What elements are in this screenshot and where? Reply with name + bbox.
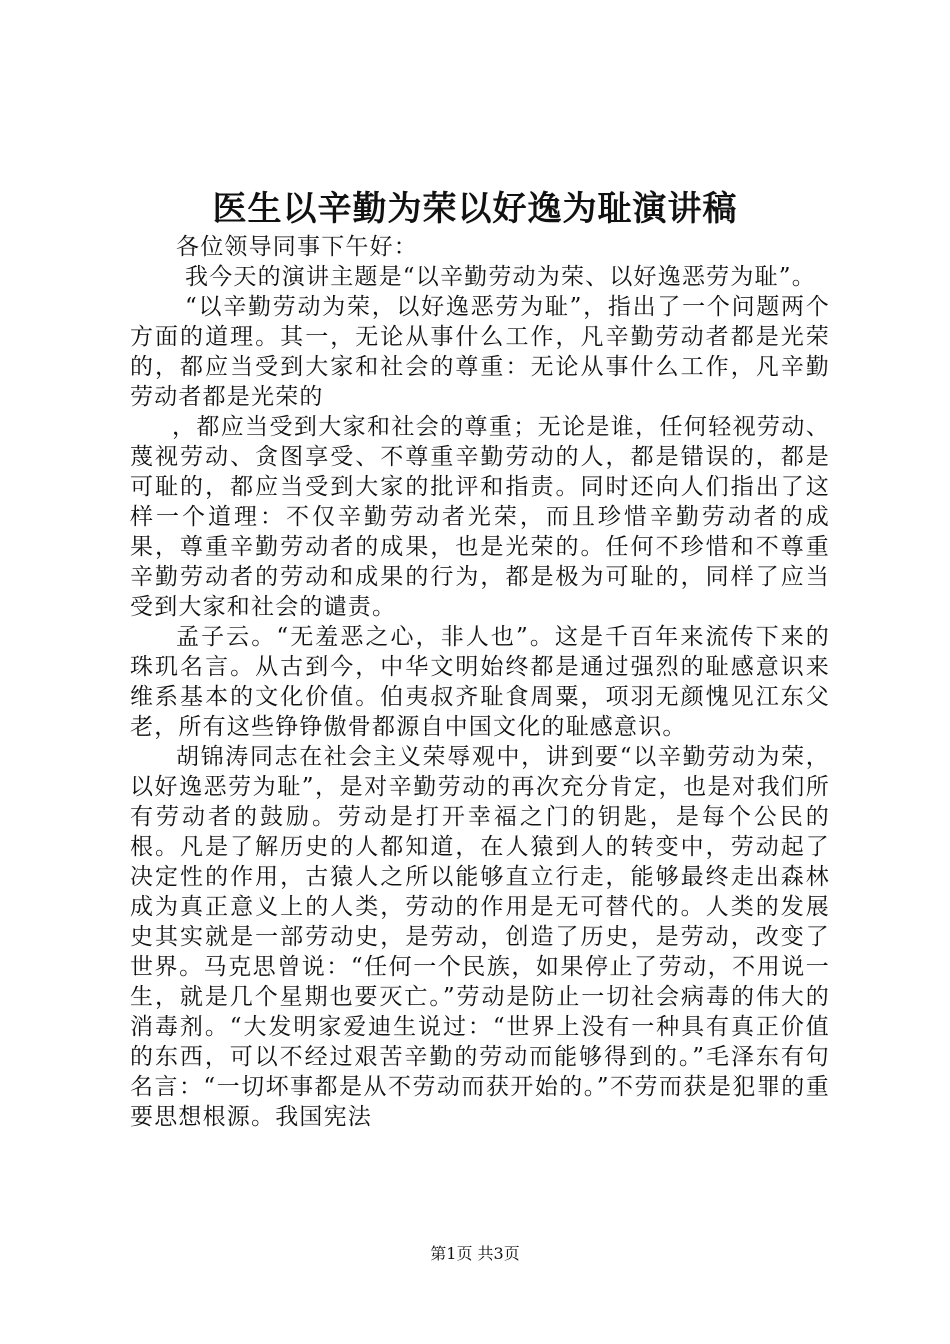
paragraph-mencius: 孟子云。“无羞恶之心，非人也”。这是千百年来流传下来的珠玑名言。从古到今，中华文明始终都是通过强烈的耻感意识来维系基本的文化价值。伯夷叔齐耻食周粟，项羽无颜愧见江东父老，所有这些铮铮傲骨都源自中国文化的耻感意识。 <box>130 624 830 740</box>
paragraph-respect: ，都应当受到大家和社会的尊重；无论是谁，任何轻视劳动、蔑视劳动、贪图享受、不尊重辛勤劳动的人，都是错误的，都是可耻的，都应当受到大家的批评和指责。同时还向人们指出了这样一个道理：不仅辛勤劳动者光荣，而且珍惜辛勤劳动者的成果，尊重辛勤劳动者的成果，也是光荣的。任何不珍惜和不尊重辛勤劳动者的劳动和成果的行为，都是极为可耻的，同样了应当受到大家和社会的谴责。 <box>130 414 830 620</box>
paragraph-labor-history: 胡锦涛同志在社会主义荣辱观中，讲到要“以辛勤劳动为荣，以好逸恶劳为耻”，是对辛勤劳动的再次充分肯定，也是对我们所有劳动者的鼓励。劳动是打开幸福之门的钥匙，是每个公民的根。凡是了解历史的人都知道，在人猿到人的转变中，劳动起了决定性的作用，古猿人之所以能够直立行走，能够最终走出森林成为真正意义上的人类，劳动的作用是无可替代的。人类的发展史其实就是一部劳动史，是劳动，创造了历史，是劳动，改变了世界。马克思曾说：“任何一个民族，如果停止了劳动，不用说一生，就是几个星期也要灭亡。”劳动是防止一切社会病毒的伟大的消毒剂。“大发明家爱迪生说过：“世界上没有一种具有真正价值的东西，可以不经过艰苦辛勤的劳动而能够得到的。”毛泽东有句名言：“一切坏事都是从不劳动而获开始的。”不劳而获是犯罪的重要思想根源。我国宪法 <box>130 744 830 1130</box>
paragraph-greeting: 各位领导同事下午好： <box>176 234 418 260</box>
paragraph-topic: 我今天的演讲主题是“以辛勤劳动为荣、以好逸恶劳为耻”。 <box>185 264 816 290</box>
document-body <box>130 232 830 1132</box>
document-title: 医生以辛勤为荣以好逸为耻演讲稿 <box>212 189 738 229</box>
page-footer: 第1页 共3页 <box>430 1244 520 1263</box>
paragraph-two-aspects: “以辛勤劳动为荣，以好逸恶劳为耻”，指出了一个问题两个方面的道理。其一，无论从事什么工作，凡辛勤劳动者都是光荣的，都应当受到大家和社会的尊重：无论从事什么工作，凡辛勤劳动者都是光荣的 <box>130 294 830 410</box>
